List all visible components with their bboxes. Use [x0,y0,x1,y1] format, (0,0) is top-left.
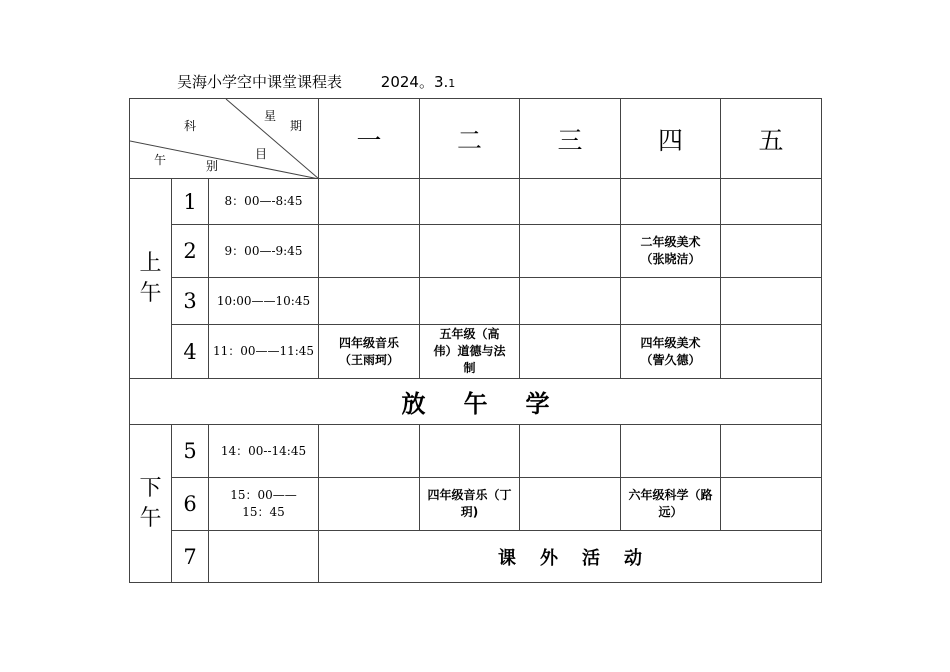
schedule-cell [520,179,621,225]
schedule-cell [520,478,621,531]
day-header-fri: 五 [721,99,822,179]
schedule-cell [319,325,420,379]
schedule-cell [319,225,420,278]
period-number: 5 [172,425,209,478]
corner-qi: 期 [290,119,303,133]
afternoon-label-text: 下午 [139,475,162,531]
corner-mu: 目 [255,147,268,161]
schedule-cell [621,325,721,379]
morning-label [130,179,172,379]
corner-xing: 星 [264,109,277,123]
school-title: 吴海小学空中课堂课程表 [177,73,343,91]
day-header-wed: 三 [520,99,621,179]
schedule-cell [420,225,520,278]
period-time-text: 15：00——15：45 [230,488,297,519]
period-time: 14：00--14:45 [209,425,319,478]
period-number: 6 [172,478,209,531]
schedule-cell [520,425,621,478]
period-number: 2 [172,225,209,278]
schedule-cell [319,478,420,531]
corner-bie: 别 [206,159,219,173]
schedule-cell [319,179,420,225]
schedule-cell [621,425,721,478]
schedule-cell [420,179,520,225]
period-number: 1 [172,179,209,225]
class-entry: 六年级科学（路远） [628,488,713,519]
period-time [209,478,319,531]
date [381,73,456,91]
lunch-break-row: 放午学 [130,379,822,425]
afternoon-label [130,425,172,583]
day-header-thu: 四 [621,99,721,179]
schedule-cell [721,278,822,325]
schedule-table [129,98,822,583]
schedule-cell [420,325,520,379]
class-entry: 四年级美术（訾久德） [640,335,701,367]
schedule-cell [721,179,822,225]
schedule-cell [621,278,721,325]
corner-ke: 科 [184,119,197,133]
period-time: 11：00——11:45 [209,325,319,379]
period-time [209,531,319,583]
period-time: 10:00——10:45 [209,278,319,325]
schedule-cell [721,225,822,278]
corner-wu: 午 [154,153,167,167]
schedule-cell [520,325,621,379]
schedule-cell [520,225,621,278]
date-main: 2024。3. [380,73,449,91]
schedule-cell [721,478,822,531]
period-number: 7 [172,531,209,583]
period-number: 3 [172,278,209,325]
schedule-cell [420,425,520,478]
diagonal-header [130,99,318,178]
day-header-mon: 一 [319,99,420,179]
corner-header-cell [130,99,319,179]
morning-label-text: 上午 [139,250,162,306]
schedule-cell [319,425,420,478]
schedule-cell [621,225,721,278]
period-time: 9：00—-9:45 [209,225,319,278]
schedule-cell [420,278,520,325]
schedule-title [177,71,455,92]
schedule-cell [721,325,822,379]
period-time: 8：00—-8:45 [209,179,319,225]
period-number: 4 [172,325,209,379]
schedule-cell [621,179,721,225]
date-small: 1 [448,77,456,90]
class-entry: 五年级（高伟）道德与法制 [433,327,506,375]
class-entry: 四年级音乐（王雨珂） [339,335,400,367]
extracurricular-row: 课外活动 [319,531,822,583]
day-header-tue: 二 [420,99,520,179]
schedule-cell [319,278,420,325]
class-entry: 二年级美术（张晓洁） [640,235,701,266]
schedule-cell [721,425,822,478]
class-entry: 四年级音乐（丁玥) [427,488,512,519]
schedule-cell [520,278,621,325]
schedule-cell [420,478,520,531]
schedule-cell [621,478,721,531]
